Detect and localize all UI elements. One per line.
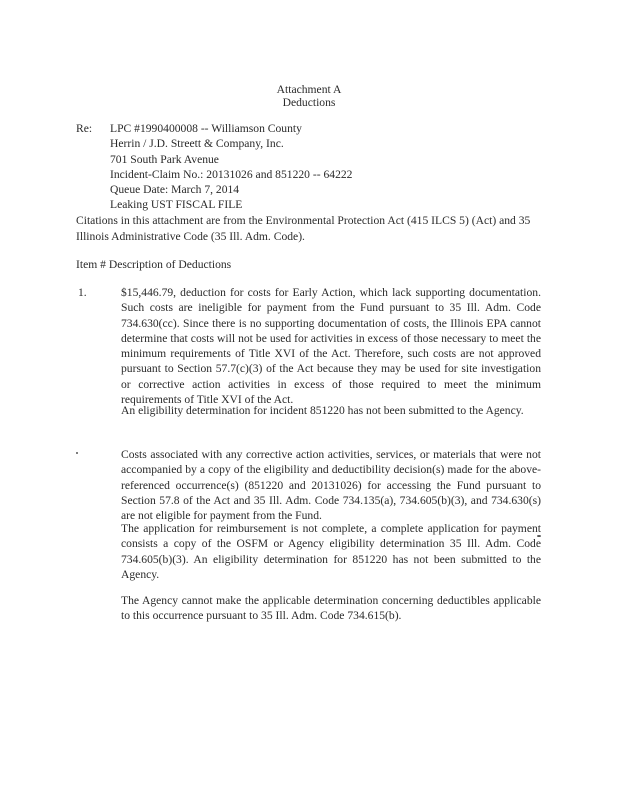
attachment-title: [0, 83, 618, 109]
re-line-incident-claim: Incident-Claim No.: 20131026 and 851220 -- 64222: [110, 167, 353, 181]
title-line-2: Deductions: [282, 96, 336, 109]
title-line-1: Attachment A: [276, 83, 342, 96]
re-line-file: Leaking UST FISCAL FILE: [110, 198, 243, 212]
re-label: Re:: [76, 122, 93, 135]
re-line-lpc: LPC #1990400008 -- Williamson County: [110, 122, 302, 135]
citations-paragraph: Citations in this attachment are from the Environmental Protection Act (415 ILCS 5) (Act) and 35 Illinois Administrative Code (35 Ill. Adm. Code).: [76, 214, 531, 243]
deduction-paragraph-early-action: $15,446.79, deduction for costs for Early Action, which lack supporting documentation. Such costs are ineligible for payment from the Fund pursuant to 35 Ill. Adm. Code 734.630(cc). Since there is no supporting documentation of costs, the Illinois EPA cannot determine that costs will not be used for activities in excess of those necessary to meet the minimum requirements of Title XVI of the Act. Therefore, such costs are not approved pursuant to Section 57.7(c)(3) of the Act because they may be used for site investigation or corrective action activities in excess of those required to meet the minimum requirements of Title XVI of the Act.: [121, 286, 541, 407]
re-block: [110, 121, 352, 213]
re-line-address: 701 South Park Avenue: [110, 152, 219, 166]
re-line-queue-date: Queue Date: March 7, 2014: [110, 183, 240, 197]
scan-speck: [76, 452, 78, 454]
deduction-paragraph-corrective-action: Costs associated with any corrective action activities, services, or materials that were not accompanied by a copy of the eligibility and deductibility decision(s) made for the above-referenced occurrence(s) (851220 and 20131026) for accessing the Fund pursuant to Section 57.8 of the Act and 35 Ill. Adm. Code 734.135(a), 734.605(b)(3), and 734.630(s) are not eligible for payment from the Fund.: [121, 448, 541, 523]
items-header: Item # Description of Deductions: [76, 258, 232, 271]
scan-speck: [537, 535, 541, 537]
item-number: 1.: [78, 286, 87, 299]
deduction-paragraph-eligibility: An eligibility determination for incident 851220 has not been submitted to the Agency.: [121, 404, 524, 417]
deduction-paragraph-deductibles: The Agency cannot make the applicable determination concerning deductibles applicable to this occurrence pursuant to 35 Ill. Adm. Code 734.615(b).: [121, 594, 541, 623]
deduction-paragraph-incomplete-application: The application for reimbursement is not complete, a complete application for payment consists a copy of the OSFM or Agency eligibility determination 35 Ill. Adm. Code 734.605(b)(3). An eligibility determination for 851220 has not been submitted to the Agency.: [121, 522, 541, 581]
re-line-company: Herrin / J.D. Streett & Company, Inc.: [110, 137, 284, 151]
